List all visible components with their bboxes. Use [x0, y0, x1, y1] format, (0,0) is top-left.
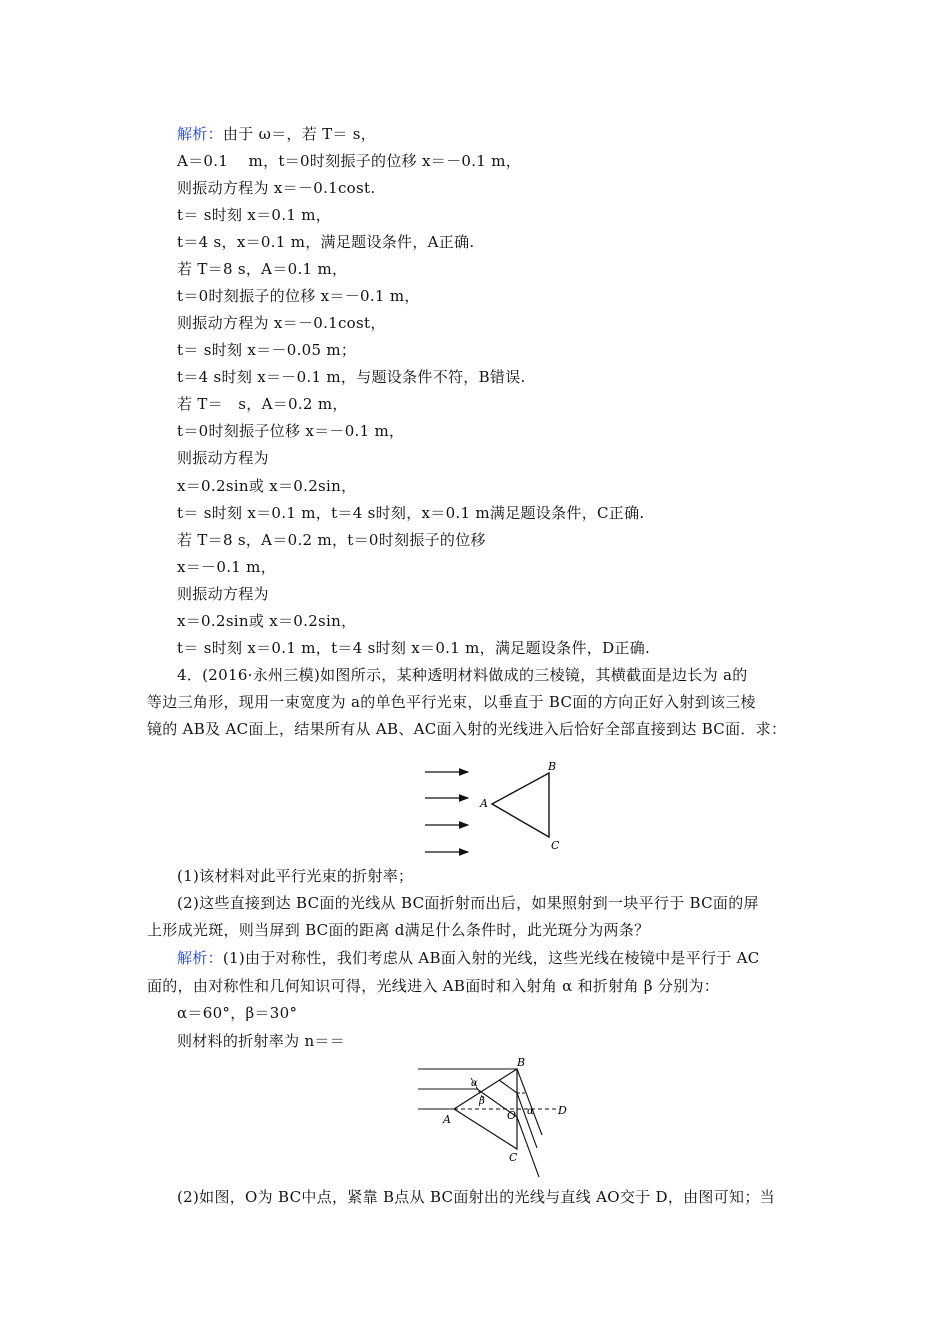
- analysis-line: 若 T＝8 s，A＝0.2 m，t＝0时刻振子的位移: [177, 531, 486, 549]
- analysis-line: t＝ s时刻 x＝0.1 m，t＝4 s时刻，x＝0.1 m满足题设条件，C正确.: [177, 504, 645, 522]
- analysis-line: 则振动方程为: [177, 585, 269, 603]
- ray-diagram: [415, 1058, 575, 1182]
- analysis-line: t＝0时刻振子位移 x＝－0.1 m，: [177, 422, 405, 440]
- analysis-line: 若 T＝ s，A＝0.2 m，: [177, 395, 348, 413]
- label-c: C: [551, 839, 560, 852]
- analysis-line: 则振动方程为 x＝－0.1cost，: [177, 314, 386, 332]
- label-a: A: [480, 797, 488, 810]
- question-2-line-1: (2)这些直接到达 BC面的光线从 BC面折射而出后，如果照射到一块平行于 BC面的屏: [177, 894, 759, 912]
- analysis-line: t＝4 s时刻 x＝－0.1 m，与题设条件不符，B错误.: [177, 368, 526, 386]
- label-o: O: [507, 1109, 517, 1122]
- analysis-3-line-1: (2)如图，O为 BC中点，紧靠 B点从 BC面射出的光线与直线 AO交于 D，由图可知；当: [177, 1188, 775, 1206]
- analysis-line: t＝4 s，x＝0.1 m，满足题设条件，A正确.: [177, 233, 475, 251]
- question-2-line-2: 上形成光斑，则当屏到 BC面的距离 d满足什么条件时，此光斑分为两条？: [147, 921, 650, 939]
- analysis-line: t＝ s时刻 x＝0.1 m，: [177, 206, 332, 224]
- analysis-2-line-2: 面的，由对称性和几何知识可得，光线进入 AB面时和入射角 α 和折射角 β 分别为：: [147, 977, 720, 995]
- label-b: B: [517, 1058, 526, 1069]
- analysis-line: 若 T＝8 s，A＝0.1 m，: [177, 260, 348, 278]
- analysis-label: 解析：: [177, 949, 223, 967]
- analysis-line: t＝ s时刻 x＝－0.05 m；: [177, 341, 357, 359]
- prism-figure: [420, 755, 570, 863]
- label-d: D: [558, 1104, 567, 1117]
- analysis-line: A＝0.1 m，t＝0时刻振子的位移 x＝－0.1 m，: [177, 152, 522, 170]
- question-1: (1)该材料对此平行光束的折射率；: [177, 867, 414, 885]
- analysis-2-line-4: 则材料的折射率为 n＝＝: [177, 1032, 346, 1050]
- analysis-line: t＝ s时刻 x＝0.1 m，t＝4 s时刻 x＝0.1 m，满足题设条件，D正确.: [177, 639, 651, 657]
- label-alpha: α: [471, 1078, 478, 1089]
- analysis-line: x＝0.2sin或 x＝0.2sin，: [177, 612, 357, 630]
- prism-triangle: [492, 773, 549, 837]
- analysis-line: x＝0.2sin或 x＝0.2sin，: [177, 477, 357, 495]
- analysis-label: 解析：: [177, 125, 223, 143]
- label-c: C: [509, 1151, 518, 1164]
- analysis-line: 则振动方程为: [177, 449, 269, 467]
- label-a: A: [443, 1113, 451, 1126]
- problem-line: 镜的 AB及 AC面上，结果所有从 AB、AC面入射的光线进入后恰好全部直接到达 BC面．求：: [147, 720, 787, 738]
- label-b: B: [548, 760, 557, 773]
- analysis-2-line-1: 解析：(1)由于对称性，我们考虑从 AB面入射的光线，这些光线在棱镜中是平行于 AC: [177, 949, 760, 967]
- analysis-line: t＝0时刻振子的位移 x＝－0.1 m，: [177, 287, 420, 305]
- problem-line: 4．(2016·永州三模)如图所示，某种透明材料做成的三棱镜，其横截面是边长为 a的: [177, 666, 748, 684]
- analysis-line: x＝－0.1 m，: [177, 558, 277, 576]
- problem-line: 等边三角形，现用一束宽度为 a的单色平行光束，以垂直于 BC面的方向正好入射到该三棱: [147, 693, 756, 711]
- analysis-line: 则振动方程为 x＝－0.1cost.: [177, 179, 376, 197]
- analysis-2-line-3: α＝60°，β＝30°: [177, 1004, 298, 1022]
- label-beta: β: [479, 1096, 485, 1107]
- label-alpha2: α: [527, 1106, 534, 1117]
- analysis-line-1: 解析：由于 ω＝，若 T＝ s，: [177, 125, 377, 143]
